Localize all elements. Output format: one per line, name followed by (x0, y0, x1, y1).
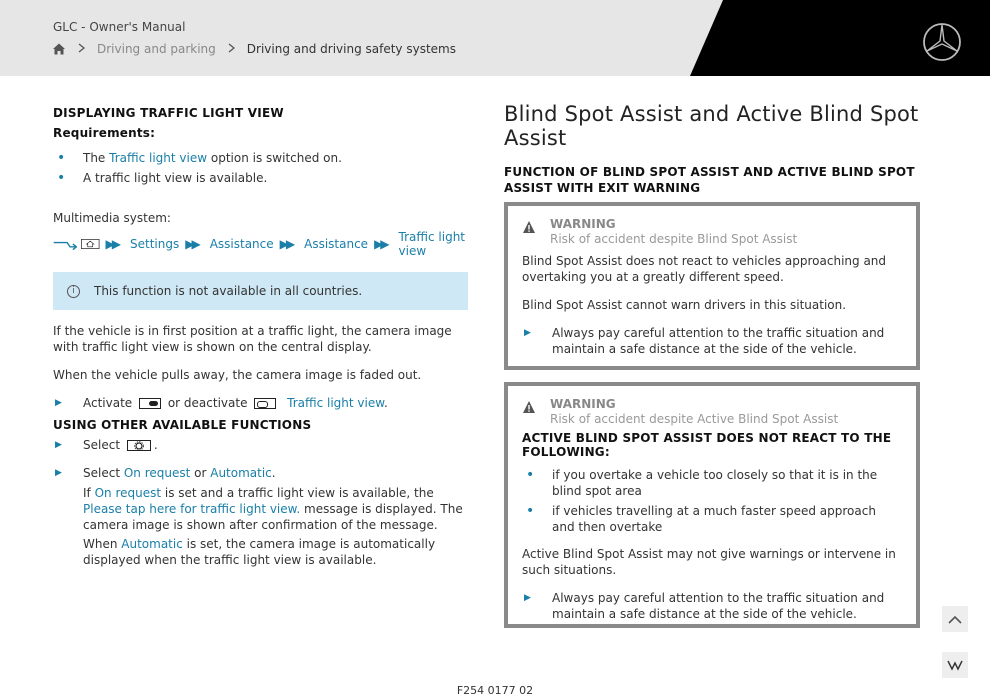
chevron-up-icon (948, 615, 962, 624)
select-mode-step: ▶ Select On request or Automatic. (53, 465, 468, 481)
home-button-icon[interactable] (81, 237, 99, 251)
on-request-link[interactable]: On request (94, 486, 162, 500)
requirements-list (53, 148, 468, 188)
gear-icon (127, 440, 151, 451)
right-column (504, 102, 920, 628)
paragraph: Blind Spot Assist cannot warn drivers in this situation. (522, 298, 847, 312)
info-icon: i (67, 285, 80, 298)
warning-triangle-icon (522, 220, 536, 234)
chevron-right-icon (78, 42, 85, 56)
paragraph: Active Blind Spot Assist may not give warnings or intervene in such situations. (522, 547, 896, 577)
requirements-label: Requirements: (53, 126, 156, 140)
breadcrumb-current: Driving and driving safety systems (246, 42, 456, 56)
paragraph: When the vehicle pulls away, the camera image is faded out. (53, 368, 422, 382)
home-icon[interactable] (52, 42, 66, 56)
page-title: Blind Spot Assist and Active Blind Spot Assist (504, 102, 919, 150)
double-arrow-icon: ▶▶ (279, 237, 293, 251)
automatic-link[interactable]: Automatic (210, 466, 272, 480)
double-arrow-icon: ▶▶ (105, 237, 119, 251)
chevron-right-icon (228, 42, 235, 56)
activate-step: ▶ Activate or deactivate Traffic light view. (53, 395, 468, 411)
warning-title: WARNING (550, 217, 616, 231)
breadcrumb-link-driving-parking[interactable]: Driving and parking (97, 42, 216, 56)
navigation-start-arrow-icon (53, 238, 77, 250)
warning-title: WARNING (550, 397, 616, 411)
section-heading-traffic-light: DISPLAYING TRAFFIC LIGHT VIEW (53, 106, 284, 120)
toggle-off-icon (254, 398, 276, 409)
header (0, 0, 990, 76)
list-item: • if you overtake a vehicle too closely so that it is in the blind spot area (522, 467, 902, 499)
info-box (53, 272, 468, 310)
traffic-light-view-link[interactable]: Traffic light view (287, 396, 384, 410)
navigation-path (53, 230, 468, 258)
warning-subtitle: Risk of accident despite Blind Spot Assist (550, 232, 798, 246)
instruction-step: ▶ Always pay careful attention to the traffic situation and maintain a safe distance at the side of the vehicle. (522, 325, 902, 357)
warning-subtitle: Risk of accident despite Active Blind Spot Assist (550, 412, 839, 426)
paragraph: If the vehicle is in first position at a traffic light, the camera image with traffic light view is shown on the central display. (53, 324, 452, 354)
warning-triangle-icon (522, 400, 536, 414)
figure-code: F254 0177 02 (456, 684, 534, 697)
scroll-to-top-button[interactable] (942, 606, 968, 632)
toggle-on-icon (139, 398, 161, 409)
automatic-link[interactable]: Automatic (121, 537, 183, 551)
please-tap-message: Please tap here for traffic light view. (83, 502, 301, 516)
list-item: • The Traffic light view option is switched on. (53, 148, 468, 168)
nav-settings[interactable]: Settings (130, 237, 180, 251)
double-arrow-icon: ▶▶ (185, 237, 198, 251)
warning-box-blind-spot (504, 202, 920, 370)
warning-box-active-blind-spot (504, 382, 920, 628)
select-step: ▶ Select . (53, 437, 468, 453)
warning-heading: ACTIVE BLIND SPOT ASSIST DOES NOT REACT TO THE FOLLOWING: (522, 431, 892, 459)
multimedia-label: Multimedia system: (53, 211, 171, 225)
automatic-description: When Automatic is set, the camera image is automatically displayed when the traffic light view is available. (83, 537, 436, 567)
left-column (53, 100, 468, 568)
nav-traffic-light-view[interactable]: Traffic light view (398, 230, 466, 258)
function-subheading: FUNCTION OF BLIND SPOT ASSIST AND ACTIVE BLIND SPOT ASSIST WITH EXIT WARNING (504, 165, 915, 195)
on-request-description: If On request is set and a traffic light view is available, the Please tap here for traffic light view. message is displayed. The camera image is shown after confirmation of the message. (83, 486, 463, 532)
nav-assistance-2[interactable]: Assistance (304, 237, 369, 251)
breadcrumb (52, 42, 456, 56)
feedback-icon (947, 659, 963, 671)
paragraph: Blind Spot Assist does not react to vehicles approaching and overtaking you at a greatly different speed. (522, 254, 887, 284)
info-text: This function is not available in all countries. (94, 284, 363, 298)
list-item: • A traffic light view is available. (53, 168, 468, 188)
instruction-step: ▶ Always pay careful attention to the traffic situation and maintain a safe distance at the side of the vehicle. (522, 590, 902, 622)
traffic-light-view-link[interactable]: Traffic light view (109, 151, 208, 165)
manual-title: GLC - Owner's Manual (53, 20, 186, 34)
feedback-button[interactable] (942, 652, 968, 678)
double-arrow-icon: ▶▶ (374, 237, 387, 251)
section-heading-other-functions: USING OTHER AVAILABLE FUNCTIONS (53, 418, 312, 432)
on-request-link[interactable]: On request (123, 466, 191, 480)
warning-list (522, 467, 902, 535)
brand-star-logo-icon[interactable] (922, 22, 962, 62)
nav-assistance-1[interactable]: Assistance (209, 237, 274, 251)
list-item: • if vehicles travelling at a much faster speed approach and then overtake (522, 503, 902, 535)
